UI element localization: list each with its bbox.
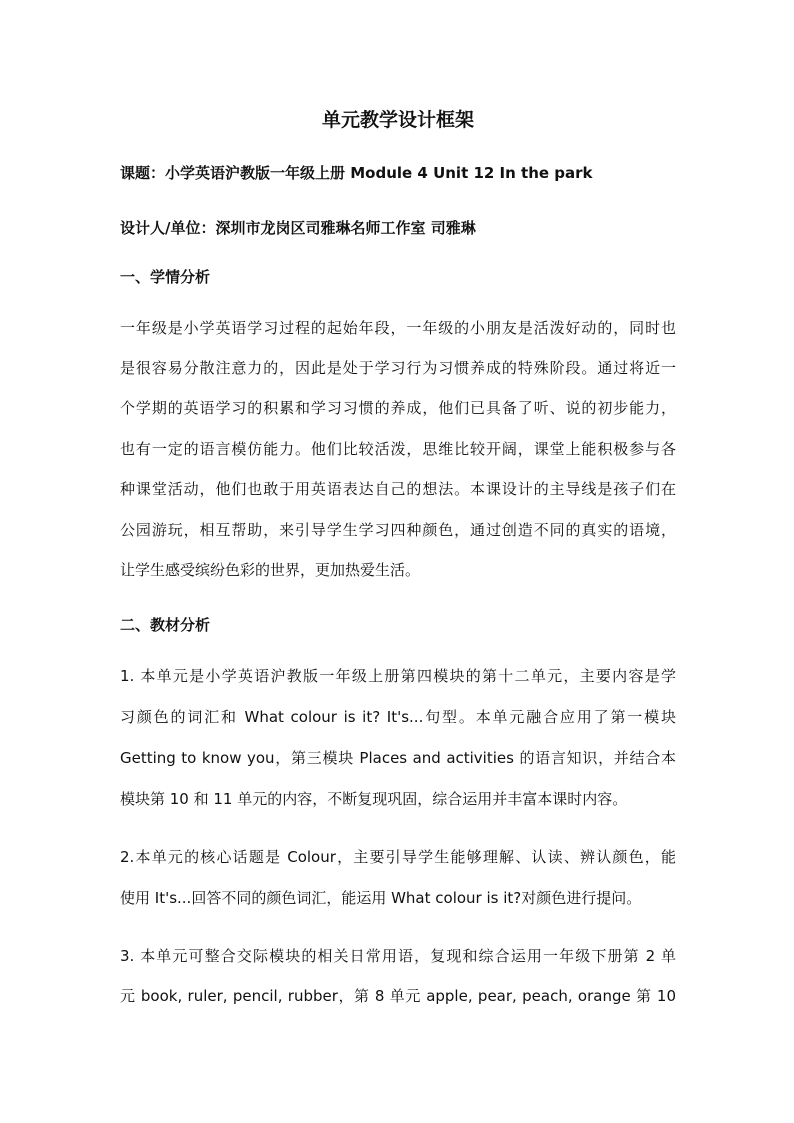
section-heading-material-analysis: 二、教材分析 <box>120 616 211 634</box>
paragraph-line: 习颜色的词汇和 What colour is it? It's...句型。本单元融合应用了第一模块 <box>120 708 676 726</box>
paragraph-line: 元 book, ruler, pencil, rubber，第 8 单元 apple, pear, peach, orange 第 10 <box>120 987 676 1005</box>
paragraph-line: 种课堂活动，他们也敢于用英语表达自己的想法。本课设计的主导线是孩子们在 <box>120 480 676 498</box>
paragraph-line-last: 让学生感受缤纷色彩的世界，更加热爱生活。 <box>120 561 421 579</box>
paragraph-line: 1. 本单元是小学英语沪教版一年级上册第四模块的第十二单元，主要内容是学 <box>120 667 676 685</box>
paragraph-line-last: 模块第 10 和 11 单元的内容，不断复现巩固，综合运用并丰富本课时内容。 <box>120 790 628 808</box>
document-title: 单元教学设计框架 <box>321 109 474 131</box>
subject-line: 课题：小学英语沪教版一年级上册 Module 4 Unit 12 In the park <box>120 164 593 182</box>
paragraph-line: 公园游玩，相互帮助，来引导学生学习四种颜色，通过创造不同的真实的语境， <box>120 521 676 539</box>
paragraph-line: 一年级是小学英语学习过程的起始年段，一年级的小朋友是活泼好动的，同时也 <box>120 319 676 337</box>
section-heading-learner-analysis: 一、学情分析 <box>120 268 211 286</box>
paragraph-line: 2.本单元的核心话题是 Colour，主要引导学生能够理解、认读、辨认颜色，能 <box>120 848 676 866</box>
paragraph-line: 个学期的英语学习的积累和学习习惯的养成，他们已具备了听、说的初步能力， <box>120 399 676 417</box>
paragraph-line: Getting to know you，第三模块 Places and activities 的语言知识，并结合本 <box>120 749 676 767</box>
paragraph-line: 是很容易分散注意力的，因此是处于学习行为习惯养成的特殊阶段。通过将近一 <box>120 359 676 377</box>
paragraph-line-last: 使用 It's...回答不同的颜色词汇，能运用 What colour is it?对颜色进行提问。 <box>120 889 642 907</box>
paragraph-line: 也有一定的语言模仿能力。他们比较活泼，思维比较开阔，课堂上能积极参与各 <box>120 440 676 458</box>
designer-line: 设计人/单位：深圳市龙岗区司雅琳名师工作室 司雅琳 <box>120 219 476 237</box>
paragraph-line: 3. 本单元可整合交际模块的相关日常用语，复现和综合运用一年级下册第 2 单 <box>120 947 676 965</box>
